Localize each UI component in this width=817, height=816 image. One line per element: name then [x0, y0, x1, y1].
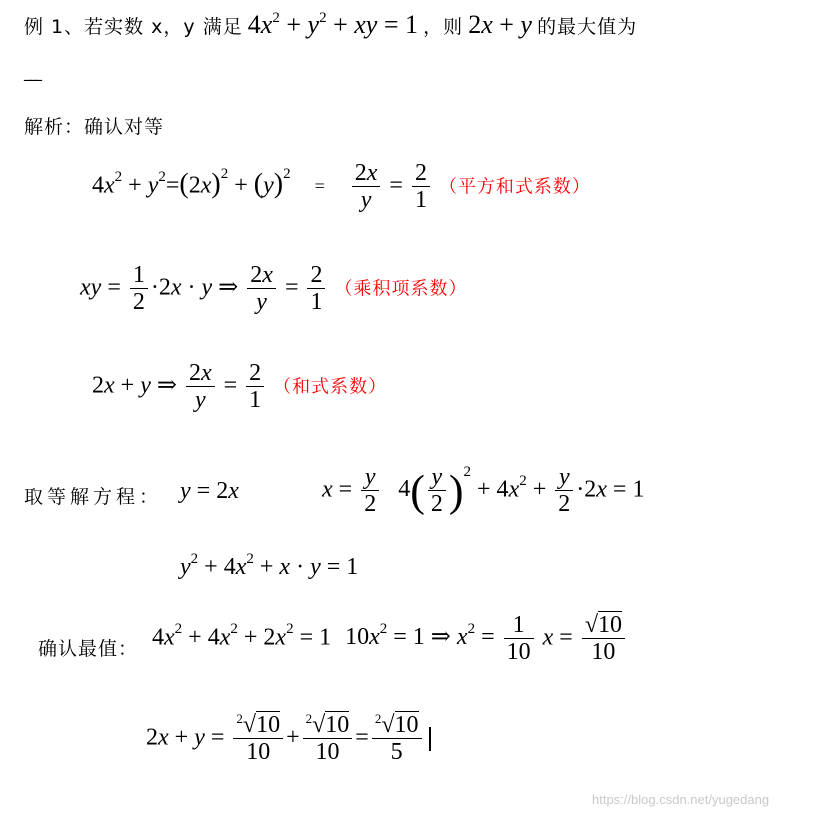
y-half-fraction-2: $\frac{y}{2}$ — [555, 464, 573, 518]
problem-prefix: 例 1、若实数 x，y 满足 — [24, 16, 243, 38]
solve-equation-y: y = 2x — [180, 478, 239, 504]
ratio-fraction-5: $\frac{2x}{y}$ — [186, 360, 215, 414]
problem-mid: ，则 — [423, 16, 464, 38]
max-label: 确认最值： — [38, 638, 139, 660]
problem-suffix: 的最大值为 — [537, 16, 638, 38]
ratio-fraction-1: $\frac{2x}{y}$ — [352, 160, 381, 214]
y-half-fraction: $\frac{y}{2}$ — [361, 464, 379, 518]
result-fraction-2: $\frac{^2√10}{10}$ — [303, 712, 353, 766]
result-fraction-3: $\frac{^2√10}{5}$ — [372, 712, 422, 766]
note-product-coef: （乘积项系数） — [334, 278, 468, 300]
half-fraction: $\frac{1}{2}$ — [130, 262, 148, 316]
result-fraction-1: $\frac{^2√10}{10}$ — [233, 712, 283, 766]
expanded-equation: $y^2 + 4x^2 + x \cdot y = 1$ — [180, 551, 359, 580]
one-tenth-fraction: $\frac{1}{10}$ — [504, 612, 534, 666]
ratio-fraction-2: $\frac{2}{1}$ — [412, 160, 430, 214]
step-sum: 2x + y ⇒ $\frac{2x}{y}$ = $\frac{2}{1}$ （和式系数） — [92, 360, 388, 414]
ratio-fraction-6: $\frac{2}{1}$ — [246, 360, 264, 414]
final-result: 2x + y = $\frac{^2√10}{10}$ + $\frac{^2√10}{10}$ = $\frac{^2√10}{5}$ — [146, 712, 431, 766]
target-expression: 2x + y — [468, 10, 532, 39]
answer-blank: ___ — [24, 62, 39, 81]
watermark: https://blog.csdn.net/yugedang — [592, 792, 770, 807]
step-product-term: xy = $\frac{1}{2}$ ·2x · y ⇒ $\frac{2x}{y}$ = $\frac{2}{1}$ （乘积项系数） — [80, 262, 468, 316]
ratio-fraction-4: $\frac{2}{1}$ — [307, 262, 325, 316]
solve-substitution: x = $\frac{y}{2}$ 4( $\frac{y}{2}$ )$^2 + 4x^2$ + $\frac{y}{2}$ ·2x = 1 — [322, 464, 645, 518]
ratio-fraction-3: $\frac{2x}{y}$ — [247, 262, 276, 316]
given-equation: $4x^2 + y^2$ + xy = 1 — [247, 10, 418, 39]
note-square-coef: （平方和式系数） — [438, 176, 591, 198]
solve-label: 取等解方程： — [24, 486, 163, 508]
max-equation: $4x^2 + 4x^2 + 2x^2 = 1$ $10x^2 = 1$ ⇒ $x^2$ = $\frac{1}{10}$ x = $\frac{√10}{10}$ — [152, 612, 628, 666]
text-cursor — [429, 727, 431, 751]
problem-statement — [24, 10, 637, 40]
analysis-label: 解析：确认对等 — [24, 116, 165, 138]
step-square-sum: $4x^2 + y^2=(2x)^2 + (y)^2$ = $\frac{2x}{y}$ = $\frac{2}{1}$ （平方和式系数） — [92, 160, 591, 214]
note-sum-coef: （和式系数） — [273, 376, 388, 398]
x-value-fraction: $\frac{√10}{10}$ — [582, 612, 625, 666]
